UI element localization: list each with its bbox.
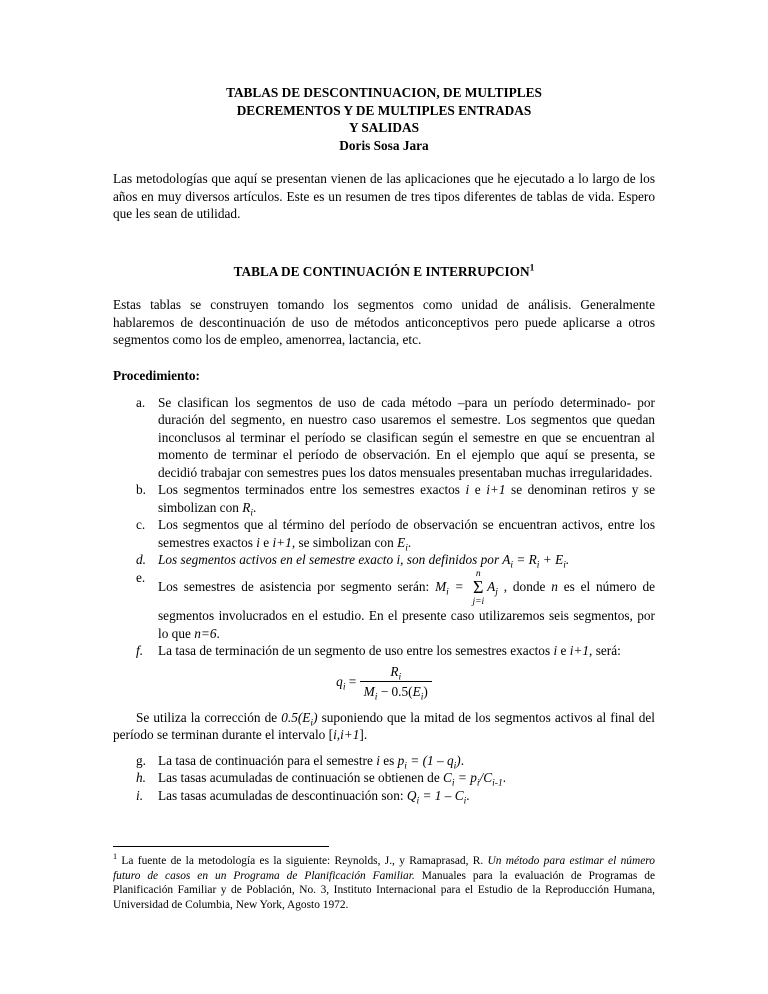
correction-note: Se utiliza la corrección de $0.5(E_i)$ suponiendo que la mitad de los segmentos activos al final del período se terminan durante el intervalo [i,i+1].	[113, 709, 655, 743]
item-marker: d.	[136, 552, 146, 568]
summation-symbol: n Σ j=i	[472, 569, 485, 607]
procedure-item	[113, 516, 655, 554]
item-marker: g.	[136, 752, 146, 768]
intro-paragraph: Las metodologías que aquí se presentan vienen de las aplicaciones que he ejecutado a lo largo de los años en muy diversos artículos. Este es un resumen de tres tipos diferentes de tablas de vida. Espero que les sean de utilidad.	[113, 171, 655, 222]
item-marker: i.	[136, 787, 144, 803]
formula-lhs: $q_i$ =	[336, 673, 360, 693]
section-heading	[113, 263, 655, 281]
item-text: Los segmentos que al término del período de observación se encuentran activos, entre los semestres exactos i e i+1, se simbolizan con $E_i$.	[158, 517, 655, 554]
procedure-list-a-f	[113, 394, 655, 660]
item-marker: f.	[136, 643, 144, 659]
procedure-item	[113, 752, 655, 770]
item-text: Las tasas acumuladas de continuación se obtienen de $C_i = p_i/C_{i-1}$.	[158, 770, 507, 790]
termination-rate-formula	[113, 663, 655, 701]
item-marker: h.	[136, 770, 146, 786]
procedure-item	[113, 394, 655, 482]
item-text: Los semestres de asistencia por segmento serán: $M_i$ = n Σ j=i $A_j$ , donde n es el número de segmentos involucrados en el estudio. En el presente caso utilizaremos seis segmentos, por lo que n=6.	[158, 569, 655, 641]
item-marker: e.	[136, 570, 146, 586]
footnote-rule	[113, 846, 329, 847]
formula-denominator: $M_i - 0.5(E_i)$	[363, 684, 428, 703]
footnote-ref: 1	[529, 262, 535, 274]
procedure-item	[113, 642, 655, 660]
title-line-2: DECREMENTOS Y DE MULTIPLES ENTRADAS	[236, 102, 532, 118]
item-text: Los segmentos activos en el semestre exacto i, son definidos por $A_i = R_i + E_i$.	[158, 552, 570, 572]
title-line-1: TABLAS DE DESCONTINUACION, DE MULTIPLES	[226, 85, 542, 100]
section-paragraph: Estas tablas se construyen tomando los segmentos como unidad de análisis. Generalmente hablaremos de descontinuación de uso de métodos anticonceptivos pero puede aplicarse a otros segmentos como los de empleo, amenorrea, lactancia, etc.	[113, 297, 655, 348]
item-text: Se clasifican los segmentos de uso de cada método –para un período determinado- por duración del segmento, en nuestro caso usaremos el semestre. Los segmentos que quedan inconclusos al terminar el período se clasifican según el semestre en que se encuentran al momento de terminar el período de observación. En el ejemplo que aquí se presenta, se decidió trabajar con semestres pues los datos mensuales presentaban muchas irregularidades.	[158, 394, 655, 480]
procedure-item	[113, 569, 655, 642]
procedure-list-g-i	[113, 752, 655, 805]
formula-fraction	[360, 663, 432, 701]
procedure-item	[113, 551, 655, 572]
procedure-heading: Procedimiento:	[113, 368, 200, 384]
section-heading-text: TABLA DE CONTINUACIÓN E INTERRUPCION	[233, 263, 530, 279]
procedure-item	[113, 481, 656, 519]
item-text: Los segmentos terminados entre los semestres exactos i e i+1 se denominan retiros y se simbolizan con $R_i$.	[158, 482, 656, 519]
formula-numerator: $R_i$	[360, 663, 432, 683]
item-text: Las tasas acumuladas de descontinuación son: $Q_i = 1 - C_i$.	[158, 787, 470, 807]
procedure-item	[113, 787, 655, 805]
item-marker: c.	[136, 517, 146, 533]
item-text: La tasa de continuación para el semestre i es $p_i = (1 - q_i)$.	[158, 752, 465, 772]
footnote	[113, 846, 655, 912]
title-line-3: Y SALIDAS	[348, 120, 420, 136]
item-marker: b.	[136, 482, 146, 498]
procedure-item	[113, 769, 655, 790]
item-text: La tasa de terminación de un segmento de uso entre los semestres exactos i e i+1, será:	[158, 643, 621, 659]
item-marker: a.	[136, 394, 146, 410]
document-author: Doris Sosa Jara	[339, 137, 429, 153]
footnote-text: $^1$ La fuente de la metodología es la siguiente: Reynolds, J., y Ramaprasad, R. Un método para estimar el número futuro de casos en un Programa de Planificación Familiar. Manuales para la evaluación de Programas de Planificación Familiar y de Población, No. 3, Instituto Internacional para el Estudio de la Reproducción Humana, Universidad de Columbia, New York, Agosto 1972.	[113, 852, 655, 911]
document-title	[113, 84, 655, 154]
